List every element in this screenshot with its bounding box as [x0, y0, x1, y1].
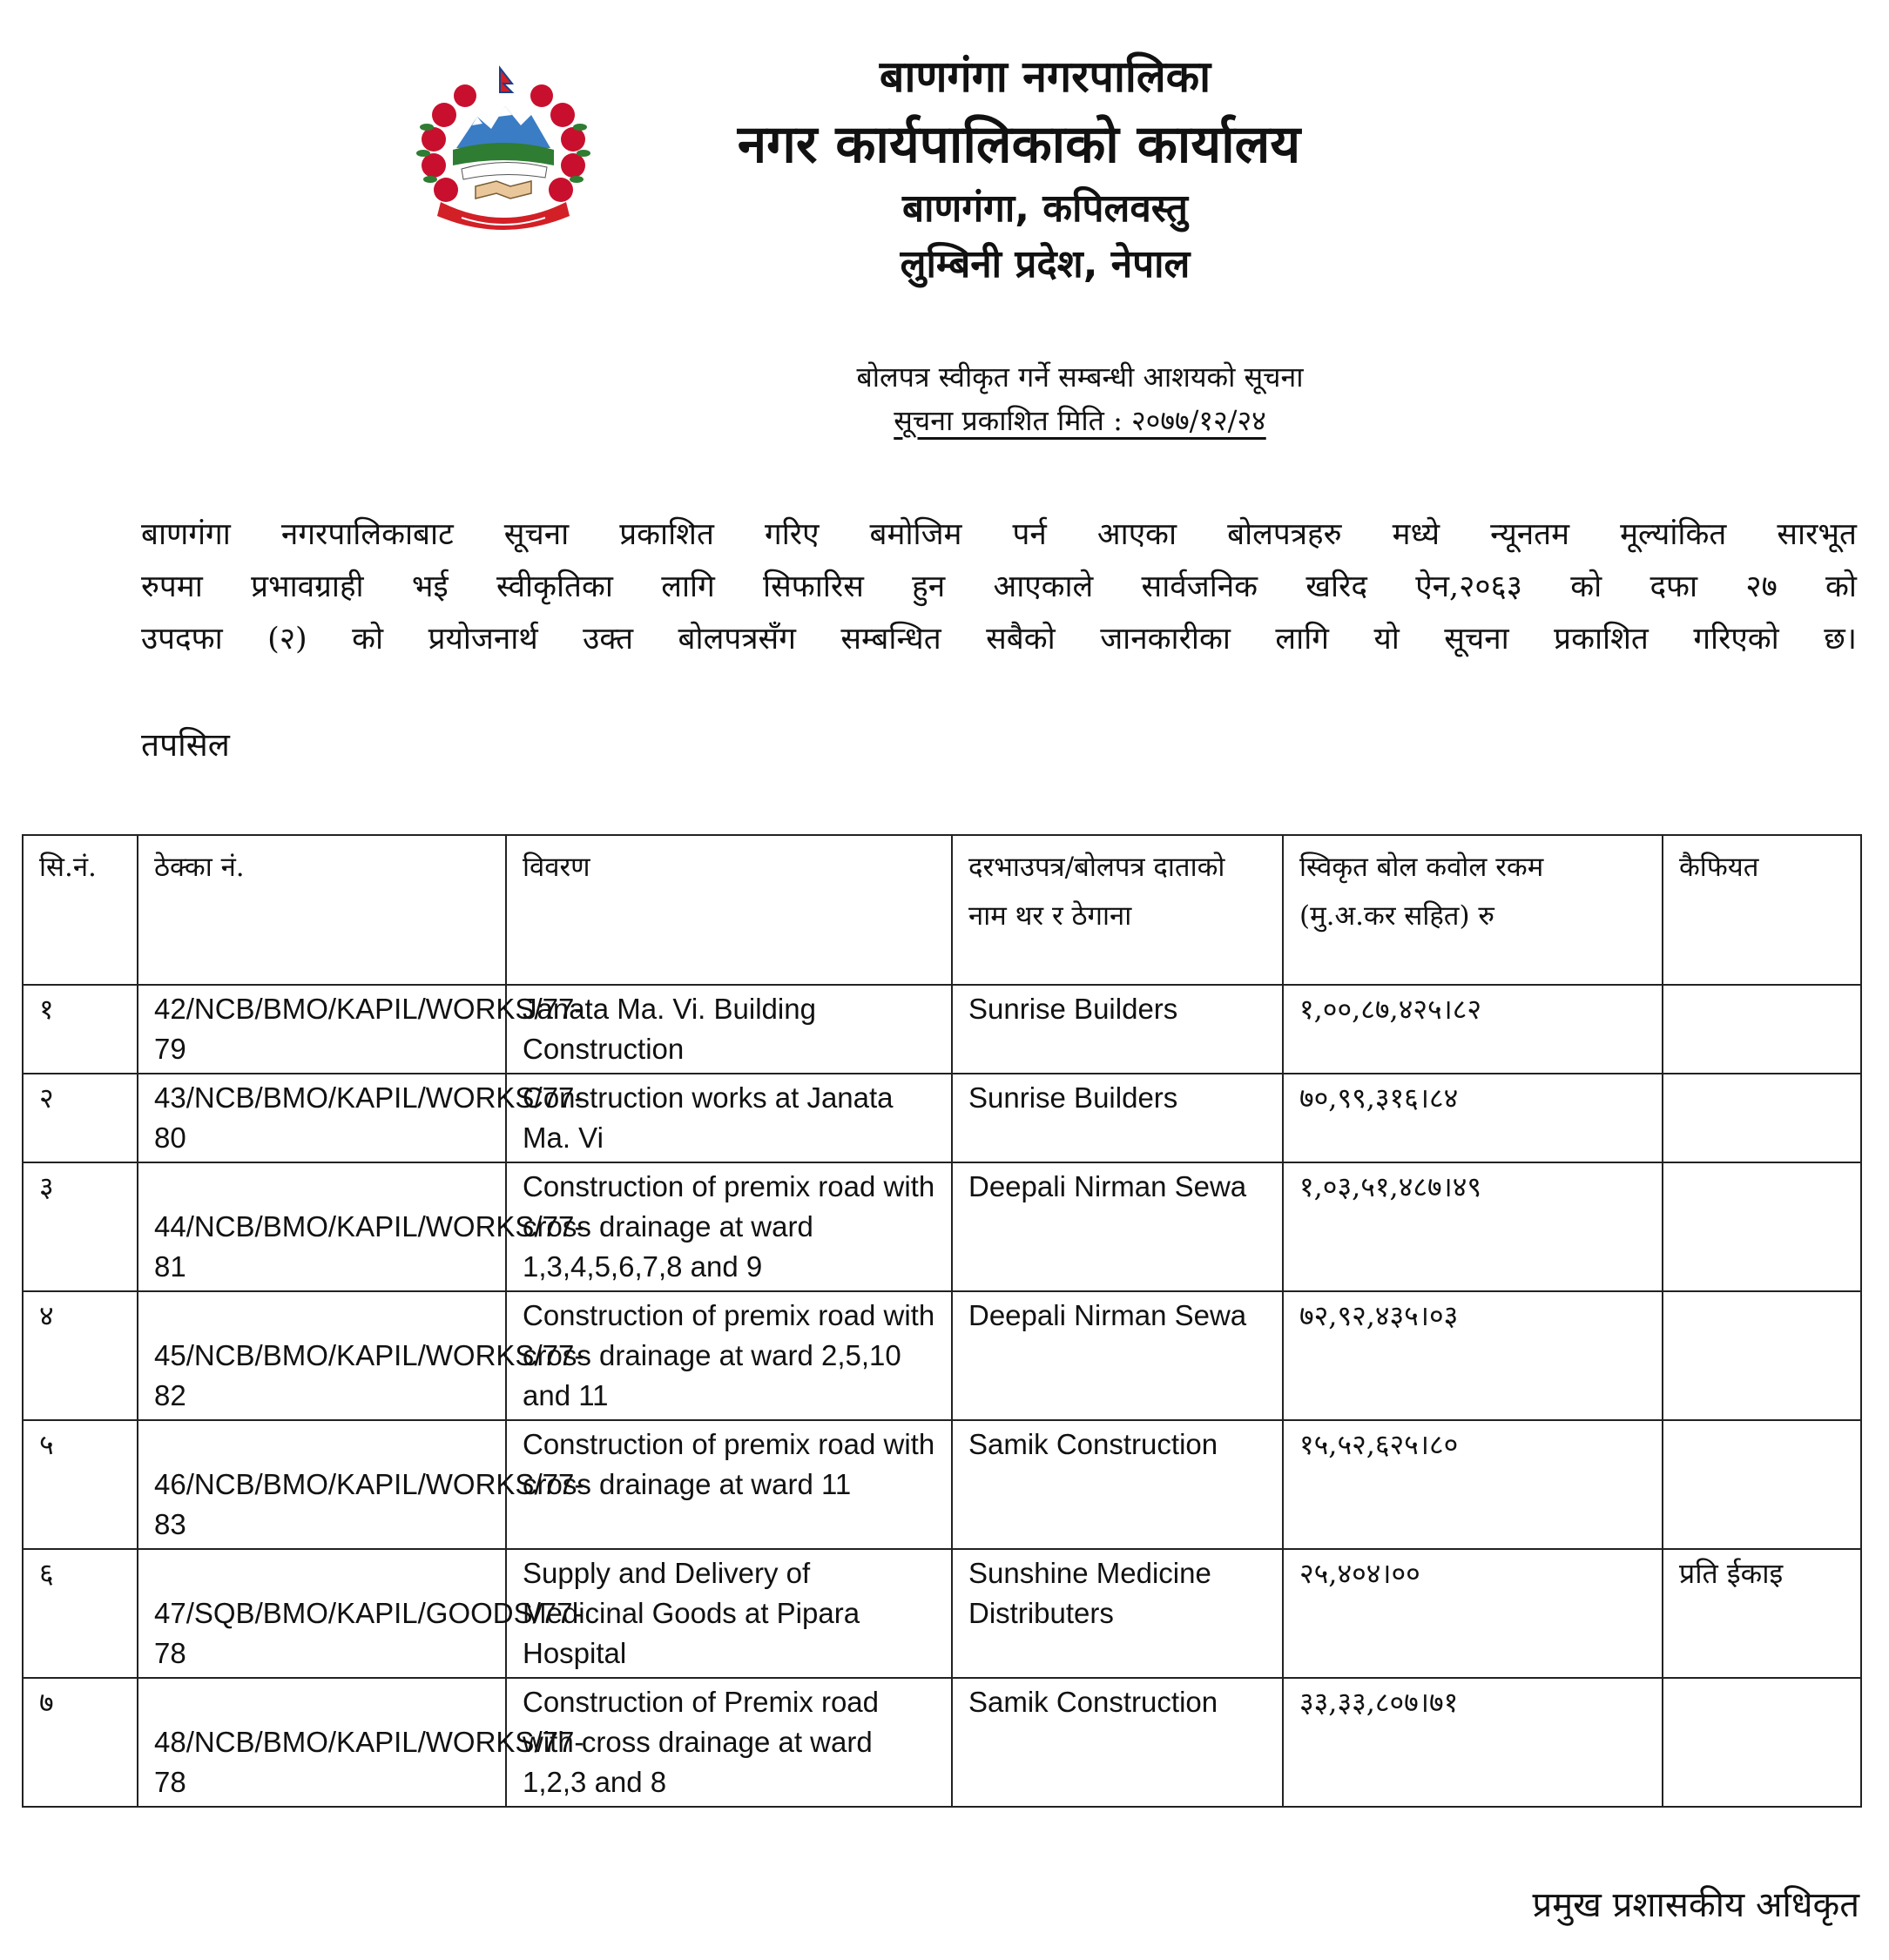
contract-no-text: 44/NCB/BMO/KAPIL/WORKS/77-81: [154, 1210, 584, 1283]
office-address: बाणगंगा, कपिलवस्तु: [902, 186, 1188, 231]
contract-no-text: 45/NCB/BMO/KAPIL/WORKS/77-82: [154, 1339, 584, 1411]
cell-description: Construction of premix road with cross drainage at ward 11: [506, 1420, 952, 1549]
table-row: [23, 1074, 1861, 1162]
header-amount: स्विकृत बोल कवोल रकम (मु.अ.कर सहित) रु: [1283, 835, 1663, 985]
header-sn: सि.नं.: [23, 835, 138, 985]
notice-subject: [662, 355, 1498, 442]
cell-amount: ७०,९९,३१६।८४: [1283, 1074, 1663, 1162]
cell-remarks: [1663, 985, 1861, 1074]
cell-description: Construction of Premix road with cross drainage at ward 1,2,3 and 8: [506, 1678, 952, 1807]
table-row: [23, 1291, 1861, 1420]
cell-amount: ७२,९२,४३५।०३: [1283, 1291, 1663, 1420]
paragraph-line: बाणगंगा नगरपालिकाबाट सूचना प्रकाशित गरिए बमोजिम पर्न आएका बोलपत्रहरु मध्ये न्यूनतम मूल्यांकित सारभूत: [141, 517, 1857, 552]
cell-remarks: [1663, 1162, 1861, 1291]
cell-contract-no: [138, 1549, 583, 1678]
contract-no-text: 47/SQB/BMO/KAPIL/GOODS/77-78: [154, 1597, 583, 1669]
cell-remarks: प्रति ईकाइ: [1663, 1549, 1861, 1678]
cell-contract-no: [138, 1678, 584, 1807]
cell-bidder: Sunshine Medicine Distributers: [952, 1549, 1283, 1678]
table-header-row: [23, 835, 1861, 985]
cell-remarks: [1663, 1291, 1861, 1420]
cell-description: Janata Ma. Vi. Building Construction: [506, 985, 952, 1074]
cell-remarks: [1663, 1420, 1861, 1549]
cell-contract-no: [138, 1074, 584, 1162]
cell-bidder: Samik Construction: [952, 1420, 1283, 1549]
table-row: [23, 1549, 1861, 1678]
municipality-name: बाणगंगा नगरपालिका: [879, 51, 1211, 102]
cell-bidder: Samik Construction: [952, 1678, 1283, 1807]
office-name: नगर कार्यपालिकाको कार्यालय: [737, 114, 1301, 175]
cell-contract-no: [138, 1291, 584, 1420]
notice-paragraph: [141, 509, 1857, 665]
letterhead: [610, 45, 1481, 293]
signatory-title: प्रमुख प्रशासकीय अधिकृत: [1532, 1885, 1859, 1925]
header-contract-no: ठेक्का नं.: [138, 835, 506, 985]
table-row: [23, 1162, 1861, 1291]
cell-amount: २५,४०४।००: [1283, 1549, 1663, 1678]
cell-remarks: [1663, 1678, 1861, 1807]
notice-date: सूचना प्रकाशित मिति : २०७७/१२/२४: [894, 404, 1266, 437]
paragraph-line: रुपमा प्रभावग्राही भई स्वीकृतिका लागि सिफारिस हुन आएकाले सार्वजनिक खरिद ऐन,२०६३ को दफा २७ को: [141, 569, 1857, 604]
cell-bidder: Sunrise Builders: [952, 985, 1283, 1074]
header-description: विवरण: [506, 835, 952, 985]
cell-sn: ४: [23, 1291, 138, 1420]
paragraph-line: उपदफा (२) को प्रयोजनार्थ उक्त बोलपत्रसँग सम्बन्धित सबैको जानकारीका लागि यो सूचना प्रकाशित गरिएको छ।: [141, 622, 1857, 657]
office-province: लुम्बिनी प्रदेश, नेपाल: [900, 242, 1191, 286]
cell-contract-no: [138, 985, 584, 1074]
cell-amount: १५,५२,६२५।८०: [1283, 1420, 1663, 1549]
contract-no-text: 46/NCB/BMO/KAPIL/WORKS/77-83: [154, 1468, 584, 1540]
cell-bidder: Deepali Nirman Sewa: [952, 1291, 1283, 1420]
cell-contract-no: [138, 1420, 584, 1549]
cell-amount: १,००,८७,४२५।८२: [1283, 985, 1663, 1074]
contract-no-text: 48/NCB/BMO/KAPIL/WORKS/77-78: [154, 1726, 584, 1798]
table-row: [23, 985, 1861, 1074]
schedule-label: तपसिल: [141, 726, 230, 764]
cell-bidder: Sunrise Builders: [952, 1074, 1283, 1162]
cell-amount: १,०३,५१,४८७।४९: [1283, 1162, 1663, 1291]
cell-description: Supply and Delivery of Medicinal Goods at Pipara Hospital: [506, 1549, 952, 1678]
cell-sn: ७: [23, 1678, 138, 1807]
header-remarks: कैफियत: [1663, 835, 1861, 985]
cell-sn: ५: [23, 1420, 138, 1549]
cell-remarks: [1663, 1074, 1861, 1162]
contract-no-text: 43/NCB/BMO/KAPIL/WORKS/77-80: [154, 1081, 584, 1154]
table-row: [23, 1420, 1861, 1549]
cell-sn: ३: [23, 1162, 138, 1291]
cell-bidder: Deepali Nirman Sewa: [952, 1162, 1283, 1291]
table-row: [23, 1678, 1861, 1807]
cell-amount: ३३,३३,८०७।७१: [1283, 1678, 1663, 1807]
cell-description: Construction of premix road with cross drainage at ward 2,5,10 and 11: [506, 1291, 952, 1420]
cell-contract-no: [138, 1162, 584, 1291]
cell-sn: २: [23, 1074, 138, 1162]
cell-sn: १: [23, 985, 138, 1074]
cell-description: Construction works at Janata Ma. Vi: [506, 1074, 952, 1162]
notice-title: बोलपत्र स्वीकृत गर्ने सम्बन्धी आशयको सूचना: [856, 360, 1304, 394]
header-bidder: दरभाउपत्र/बोलपत्र दाताको नाम थर र ठेगाना: [952, 835, 1283, 985]
bid-table: [22, 834, 1862, 1808]
contract-no-text: 42/NCB/BMO/KAPIL/WORKS/77-79: [154, 993, 584, 1065]
cell-sn: ६: [23, 1549, 138, 1678]
cell-description: Construction of premix road with cross drainage at ward 1,3,4,5,6,7,8 and 9: [506, 1162, 952, 1291]
